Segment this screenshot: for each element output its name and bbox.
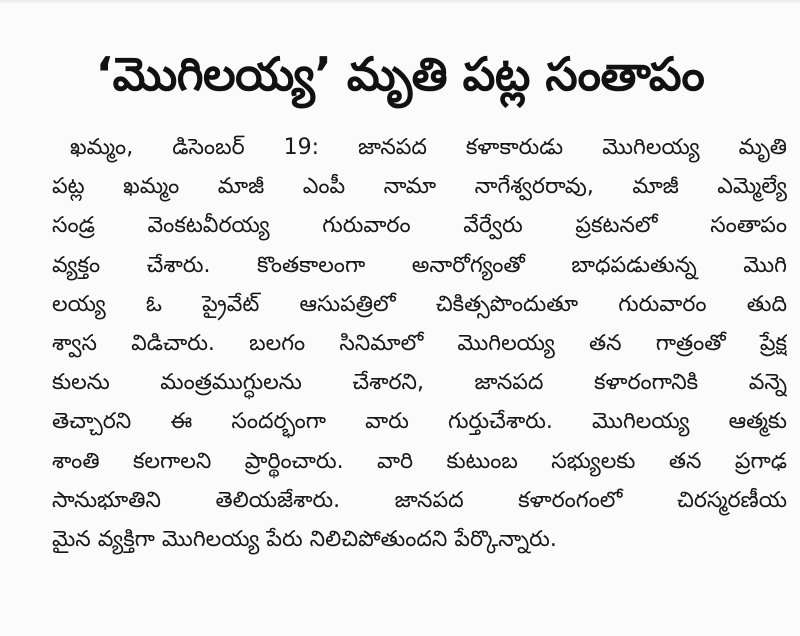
article-line: శ్వాస విడిచారు. బలగం సినిమాలో మొగిలయ్య తన గాత్రంతో ప్రేక్ష <box>52 330 787 356</box>
article-line: సానుభూతిని తెలియజేశారు. జానపద కళారంగంలో చిరస్మరణీయ <box>52 487 787 513</box>
article-line: కులను మంత్రముగ్ధులను చేశారని, జానపద కళారంగానికి వన్నె <box>52 370 787 396</box>
article-line: లయ్య ఓ ప్రైవేట్ ఆసుపత్రిలో చికిత్సపొందుతూ గురువారం తుది <box>52 291 787 317</box>
article-line: శాంతి కలగాలని ప్రార్థించారు. వారి కుటుంబ సభ్యులకు తన ప్రగాఢ <box>52 448 787 474</box>
article-body <box>52 128 787 559</box>
article-line: సండ్ర వెంకటవీరయ్య గురువారం వేర్వేరు ప్రకటనలో సంతాపం <box>52 213 787 239</box>
article-line: వ్యక్తం చేశారు. కొంతకాలంగా అనారోగ్యంతో బాధపడుతున్న మొగి <box>52 252 787 278</box>
article-line: మైన వ్యక్తిగా మొగిలయ్య పేరు నిలిచిపోతుందని పేర్కొన్నారు. <box>52 526 557 552</box>
headline: ‘మొగిలయ్య’ మృతి పట్ల సంతాపం <box>95 47 705 101</box>
cut-off-next-line <box>150 624 710 636</box>
article-line: ఖమ్మం, డిసెంబర్ 19: జానపద కళాకారుడు మొగిలయ్య మృతి <box>70 135 787 160</box>
clipping-top-edge <box>0 0 800 4</box>
article-line: తెచ్చారని ఈ సందర్భంగా వారు గుర్తుచేశారు. మొగిలయ్య ఆత్మకు <box>52 409 787 435</box>
article-line: పట్ల ఖమ్మం మాజీ ఎంపీ నామా నాగేశ్వరరావు, మాజీ ఎమ్మెల్యే <box>52 174 787 200</box>
